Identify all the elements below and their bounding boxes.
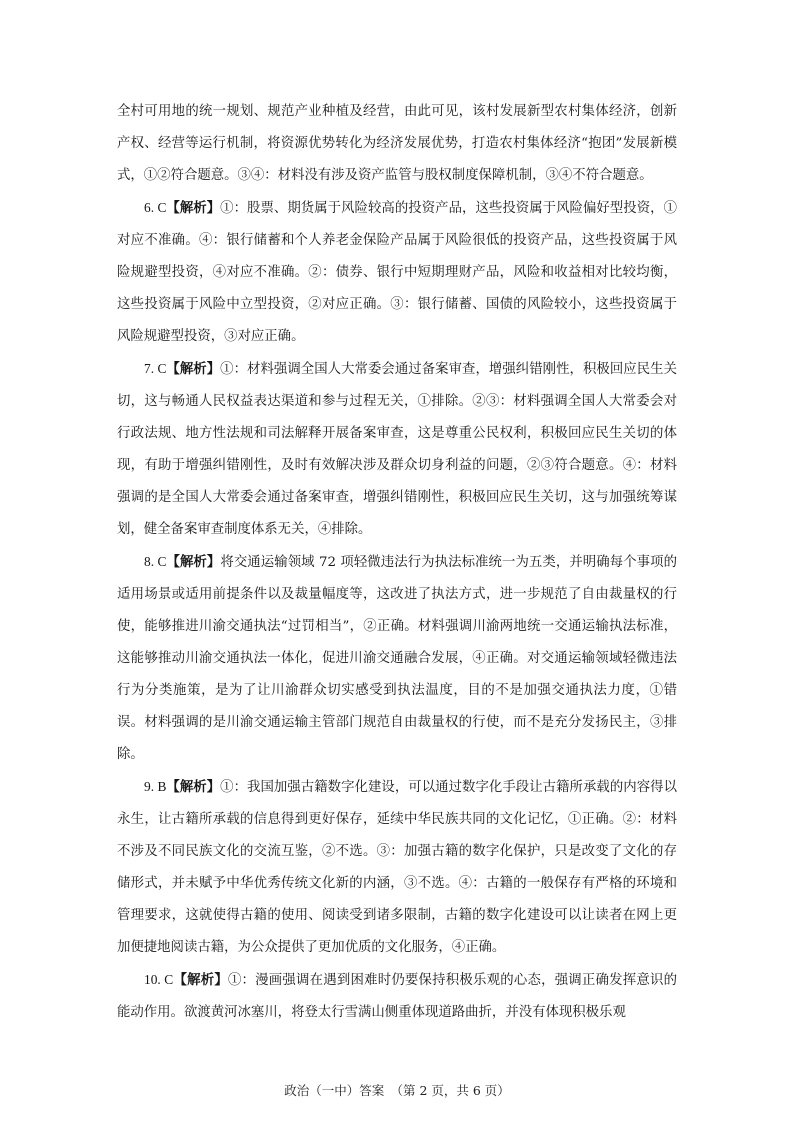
answer-text: ①：股票、期货属于风险较高的投资产品，这些投资属于风险偏好型投资，①对应不准确。④：银行储蓄和个人养老金保险产品属于风险很低的投资产品，这些投资属于风险规避型投资，④对应不准确。②：债券、银行中短期理财产品，风险和收益相对比较均衡，这些投资属于风险中立型投资，②对应正确。③：银行储蓄、国债的风险较小，这些投资属于风险规避型投资，③对应正确。 (117, 201, 677, 344)
analysis-tag: 【解析】 (166, 200, 221, 216)
analysis-tag: 【解析】 (166, 779, 221, 795)
answer-number: 8. C (144, 554, 167, 569)
answer-number: 7. C (144, 361, 167, 376)
page-footer: 政治（一中）答案 （第 2 页，共 6 页） (284, 1083, 510, 1098)
answer-item-10 (117, 964, 677, 1029)
answer-item-9 (117, 771, 677, 964)
answer-item-8 (117, 546, 677, 771)
intro-paragraph: 全村可用地的统一规划、规范产业种植及经营，由此可见，该村发展新型农村集体经济，创新产权、经营等运行机制，将资源优势转化为经济发展优势，打造农村集体经济“抱团”发展新模式，①②符合题意。③④：材料没有涉及资产监管与股权制度保障机制，③④不符合题意。 (117, 104, 677, 183)
answer-number: 6. C (144, 200, 167, 215)
answer-number: 10. C (144, 972, 174, 987)
analysis-tag: 【解析】 (166, 361, 221, 377)
answer-text: ①：材料强调全国人大常委会通过备案审查，增强纠错刚性，积极回应民生关切，这与畅通人民权益表达渠道和参与过程无关，①排除。②③：材料强调全国人大常委会对行政法规、地方性法规和司法解释开展备案审查，这是尊重公民权利，积极回应民生关切的体现，有助于增强纠错刚性，及时有效解决涉及群众切身利益的问题，②③符合题意。④：材料强调的是全国人大常委会通过备案审查，增强纠错刚性，积极回应民生关切，这与加强统筹谋划，健全备案审查制度体系无关，④排除。 (117, 362, 677, 537)
answer-text: ①：漫画强调在遇到困难时仍要保持积极乐观的心态，强调正确发挥意识的能动作用。欲渡黄河冰塞川，将登太行雪满山侧重体现道路曲折，并没有体现积极乐观 (117, 973, 677, 1020)
answer-number: 9. B (144, 779, 167, 794)
answer-text: ①：我国加强古籍数字化建设，可以通过数字化手段让古籍所承载的内容得以永生，让古籍所承载的信息得到更好保存，延续中华民族共同的文化记忆，①正确。②：材料不涉及不同民族文化的交流互鉴，②不选。③：加强古籍的数字化保护，只是改变了文化的存储形式，并未赋予中华优秀传统文化新的内涵，③不选。④：古籍的一般保存有严格的环境和管理要求，这就使得古籍的使用、阅读受到诸多限制，古籍的数字化建设可以让读者在网上更加便捷地阅读古籍，为公众提供了更加优质的文化服务，④正确。 (117, 780, 677, 955)
analysis-tag: 【解析】 (166, 554, 221, 570)
answer-item-7 (117, 353, 677, 546)
answer-item-6 (117, 192, 677, 353)
answer-text: 将交通运输领域 72 项轻微违法行为执法标准统一为五类，并明确每个事项的适用场景或适用前提条件以及裁量幅度等，这改进了执法方式，进一步规范了自由裁量权的行使，能够推进川渝交通执法“过罚相当”，②正确。材料强调川渝两地统一交通运输执法标准，这能够推动川渝交通执法一体化，促进川渝交通融合发展，④正确。对交通运输领域轻微违法行为分类施策，是为了让川渝群众切实感受到执法温度，目的不是加强交通执法力度，①错误。材料强调的是川渝交通运输主管部门规范自由裁量权的行使，而不是充分发扬民主，③排除。 (117, 555, 677, 762)
answer-content (117, 96, 677, 1029)
analysis-tag: 【解析】 (173, 972, 228, 988)
